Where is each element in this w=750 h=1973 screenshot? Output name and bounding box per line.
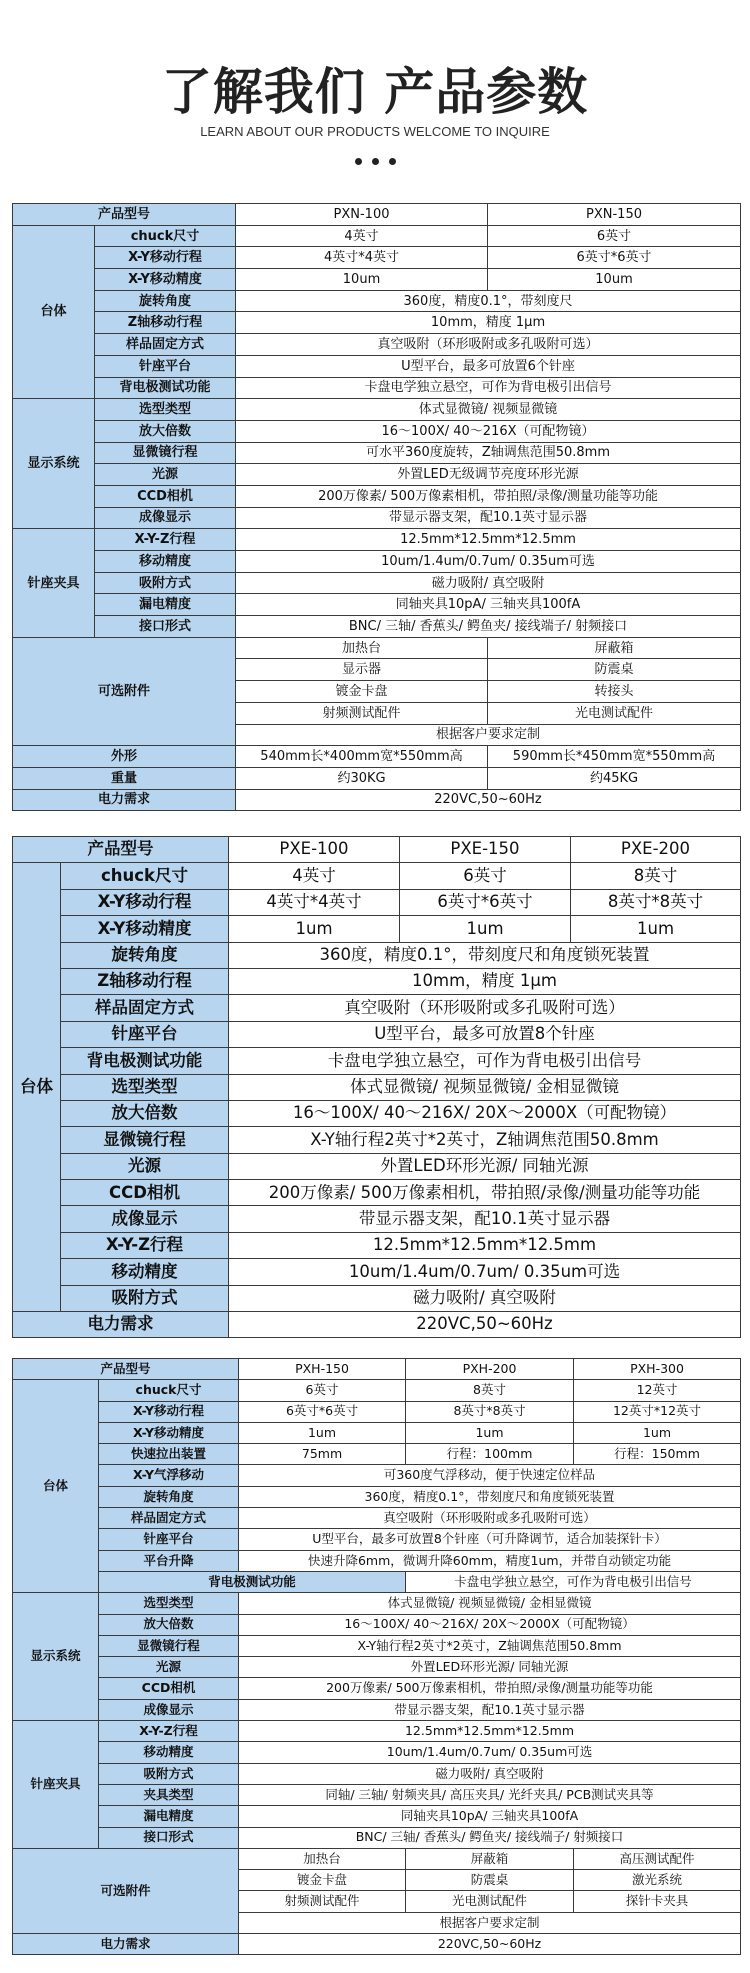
- option-item: 镀金卡盘: [236, 681, 488, 703]
- spec-value: 快速升降6mm，微调升降60mm，精度1um，并带自动锁定功能: [239, 1550, 741, 1571]
- spec-value: 16～100X/ 40～216X（可配物镜）: [236, 420, 741, 442]
- spec-label: 背电极测试功能: [61, 1048, 229, 1074]
- spec-value: 卡盘电学独立悬空，可作为背电极引出信号: [229, 1048, 741, 1074]
- spec-label: 旋转角度: [95, 290, 236, 312]
- spec-value: 带显示器支架，配10.1英寸显示器: [229, 1206, 741, 1232]
- option-item: 防震桌: [406, 1870, 574, 1891]
- spec-label: X-Y移动行程: [99, 1401, 239, 1422]
- option-item: 光电测试配件: [488, 702, 741, 724]
- model-label: 产品型号: [13, 1359, 239, 1380]
- table-row: [13, 529, 741, 551]
- option-item: 加热台: [236, 637, 488, 659]
- table-row: [13, 1593, 741, 1614]
- spec-label: 光源: [99, 1657, 239, 1678]
- table-row: [13, 942, 741, 968]
- option-item: 屏蔽箱: [488, 637, 741, 659]
- spec-value: 磁力吸附/ 真空吸附: [239, 1763, 741, 1784]
- spec-value: 体式显微镜/ 视频显微镜/ 金相显微镜: [239, 1593, 741, 1614]
- model-name: PXE-100: [229, 837, 400, 863]
- spec-label: 电力需求: [13, 1934, 239, 1955]
- table-row: [13, 442, 741, 464]
- spec-value: 4英寸: [236, 225, 488, 247]
- table-row: [13, 1048, 741, 1074]
- spec-value: 360度，精度0.1°，带刻度尺和角度锁死装置: [229, 942, 741, 968]
- spec-value: 12英寸: [574, 1380, 741, 1401]
- spec-value: 体式显微镜/ 视频显微镜/ 金相显微镜: [229, 1074, 741, 1100]
- spec-value: 外置LED环形光源/ 同轴光源: [229, 1153, 741, 1179]
- table-row: [13, 1508, 741, 1529]
- spec-label: 成像显示: [61, 1206, 229, 1232]
- option-item: 防震桌: [488, 659, 741, 681]
- table-row: [13, 789, 741, 811]
- table-row: [13, 1699, 741, 1720]
- spec-value: 220VC,50~60Hz: [229, 1312, 741, 1338]
- table-row: [13, 355, 741, 377]
- spec-label: 针座平台: [99, 1529, 239, 1550]
- table-row: [13, 1359, 741, 1380]
- table-row: [13, 1380, 741, 1401]
- table-row: [13, 1571, 741, 1592]
- spec-value: 带显示器支架，配10.1英寸显示器: [236, 507, 741, 529]
- category-stage: 台体: [13, 863, 61, 1312]
- table-row: [13, 1657, 741, 1678]
- category-probe: 针座夹具: [13, 1721, 99, 1849]
- spec-value: 200万像素/ 500万像素相机，带拍照/录像/测量功能等功能: [239, 1678, 741, 1699]
- table-row: [13, 399, 741, 421]
- spec-value: 6英寸: [239, 1380, 406, 1401]
- dot-icon: [372, 158, 379, 165]
- table-row: [13, 1806, 741, 1827]
- spec-value: 4英寸*4英寸: [236, 247, 488, 269]
- table-row: [13, 1180, 741, 1206]
- table-row: [13, 377, 741, 399]
- model-name: PXH-200: [406, 1359, 574, 1380]
- spec-value: 体式显微镜/ 视频显微镜: [236, 399, 741, 421]
- spec-value: 磁力吸附/ 真空吸附: [229, 1285, 741, 1311]
- spec-value: 4英寸: [229, 863, 400, 889]
- spec-label: 样品固定方式: [61, 995, 229, 1021]
- dots-divider: [0, 150, 750, 169]
- spec-value: 同轴/ 三轴/ 射频夹具/ 高压夹具/ 光纤夹具/ PCB测试夹具等: [239, 1784, 741, 1805]
- table-row: [13, 837, 741, 863]
- spec-value: 磁力吸附/ 真空吸附: [236, 572, 741, 594]
- spec-value: 12.5mm*12.5mm*12.5mm: [239, 1721, 741, 1742]
- option-custom: 根据客户要求定制: [236, 724, 741, 746]
- spec-value: 约30KG: [236, 767, 488, 789]
- model-name: PXE-200: [571, 837, 741, 863]
- table-row: [13, 334, 741, 356]
- spec-value: BNC/ 三轴/ 香蕉头/ 鳄鱼夹/ 接线端子/ 射频接口: [239, 1827, 741, 1848]
- spec-label: 光源: [61, 1153, 229, 1179]
- table-row: [13, 1422, 741, 1443]
- spec-label: 选型类型: [61, 1074, 229, 1100]
- table-row: [13, 1614, 741, 1635]
- table-row: [13, 1465, 741, 1486]
- spec-table-pxn: [12, 203, 741, 811]
- table-row: [13, 485, 741, 507]
- table-row: [13, 767, 741, 789]
- dot-icon: [389, 158, 396, 165]
- table-row: [13, 1021, 741, 1047]
- option-item: 探针卡夹具: [574, 1891, 741, 1912]
- spec-label: 放大倍数: [61, 1100, 229, 1126]
- spec-label: 旋转角度: [99, 1486, 239, 1507]
- spec-value: 75mm: [239, 1444, 406, 1465]
- spec-label: X-Y-Z行程: [99, 1721, 239, 1742]
- category-stage: 台体: [13, 225, 95, 399]
- option-item: 射频测试配件: [236, 702, 488, 724]
- table-row: [13, 1742, 741, 1763]
- spec-label: 显微镜行程: [99, 1635, 239, 1656]
- option-item: 加热台: [239, 1848, 406, 1869]
- spec-label: 成像显示: [99, 1699, 239, 1720]
- spec-label: 光源: [95, 464, 236, 486]
- spec-value: 6英寸: [488, 225, 741, 247]
- spec-value: 6英寸*6英寸: [400, 889, 571, 915]
- table-row: [13, 507, 741, 529]
- page-header: [0, 0, 750, 200]
- option-item: 显示器: [236, 659, 488, 681]
- table-row: [13, 1763, 741, 1784]
- spec-value: 真空吸附（环形吸附或多孔吸附可选）: [239, 1508, 741, 1529]
- spec-value: 10um/1.4um/0.7um/ 0.35um可选: [239, 1742, 741, 1763]
- spec-value: 1um: [571, 916, 741, 942]
- category-stage: 台体: [13, 1380, 99, 1593]
- spec-label: X-Y-Z行程: [95, 529, 236, 551]
- table-row: [13, 1100, 741, 1126]
- spec-value: 卡盘电学独立悬空，可作为背电极引出信号: [236, 377, 741, 399]
- spec-label: 接口形式: [95, 616, 236, 638]
- model-name: PXH-150: [239, 1359, 406, 1380]
- spec-value: 360度，精度0.1°，带刻度尺和角度锁死装置: [239, 1486, 741, 1507]
- spec-label: 接口形式: [99, 1827, 239, 1848]
- spec-value: 1um: [400, 916, 571, 942]
- model-label: 产品型号: [13, 837, 229, 863]
- spec-label: 漏电精度: [99, 1806, 239, 1827]
- option-item: 激光系统: [574, 1870, 741, 1891]
- model-name: PXH-300: [574, 1359, 741, 1380]
- spec-label: 吸附方式: [99, 1763, 239, 1784]
- model-label: 产品型号: [13, 204, 236, 226]
- spec-value: 约45KG: [488, 767, 741, 789]
- spec-label: 外形: [13, 746, 236, 768]
- spec-label: Z轴移动行程: [95, 312, 236, 334]
- table-row: [13, 1934, 741, 1955]
- spec-value: 同轴夹具10pA/ 三轴夹具100fA: [239, 1806, 741, 1827]
- spec-value: 220VC,50~60Hz: [239, 1934, 741, 1955]
- table-row: [13, 1285, 741, 1311]
- spec-label: X-Y移动精度: [61, 916, 229, 942]
- table-row: [13, 968, 741, 994]
- page-subtitle: LEARN ABOUT OUR PRODUCTS WELCOME TO INQUIRE: [200, 124, 550, 139]
- spec-label: X-Y-Z行程: [61, 1232, 229, 1258]
- spec-value: 真空吸附（环形吸附或多孔吸附可选）: [229, 995, 741, 1021]
- spec-value: U型平台，最多可放置8个针座（可升降调节，适合加装探针卡）: [239, 1529, 741, 1550]
- spec-value: 10um: [236, 269, 488, 291]
- table-row: [13, 1721, 741, 1742]
- category-display: 显示系统: [13, 399, 95, 529]
- option-item: 屏蔽箱: [406, 1848, 574, 1869]
- spec-label: 针座平台: [61, 1021, 229, 1047]
- spec-value: 1um: [574, 1422, 741, 1443]
- table-row: [13, 1153, 741, 1179]
- spec-value: 10mm，精度 1μm: [236, 312, 741, 334]
- spec-value: 4英寸*4英寸: [229, 889, 400, 915]
- spec-label: 移动精度: [61, 1259, 229, 1285]
- spec-label: X-Y移动精度: [95, 269, 236, 291]
- model-name: PXE-150: [400, 837, 571, 863]
- spec-label: 电力需求: [13, 789, 236, 811]
- spec-label: 旋转角度: [61, 942, 229, 968]
- spec-label: chuck尺寸: [99, 1380, 239, 1401]
- option-item: 射频测试配件: [239, 1891, 406, 1912]
- spec-value: 行程：150mm: [574, 1444, 741, 1465]
- table-row: [13, 1127, 741, 1153]
- table-row: [13, 1827, 741, 1848]
- spec-table-pxh: [12, 1358, 741, 1955]
- model-name: PXN-100: [236, 204, 488, 226]
- table-row: [13, 572, 741, 594]
- table-row: [13, 889, 741, 915]
- spec-value: 可360度气浮移动，便于快速定位样品: [239, 1465, 741, 1486]
- spec-value: 590mm长*450mm宽*550mm高: [488, 746, 741, 768]
- spec-label: 显微镜行程: [61, 1127, 229, 1153]
- spec-label: CCD相机: [95, 485, 236, 507]
- spec-value: 可水平360度旋转，Z轴调焦范围50.8mm: [236, 442, 741, 464]
- spec-label: 移动精度: [95, 551, 236, 573]
- spec-label: X-Y移动行程: [61, 889, 229, 915]
- spec-value: 6英寸*6英寸: [239, 1401, 406, 1422]
- spec-value: 1um: [406, 1422, 574, 1443]
- spec-label: 样品固定方式: [99, 1508, 239, 1529]
- spec-label: 样品固定方式: [95, 334, 236, 356]
- table-row: [13, 1401, 741, 1422]
- option-item: 光电测试配件: [406, 1891, 574, 1912]
- category-optional: 可选附件: [13, 637, 236, 745]
- spec-value: 8英寸*8英寸: [571, 889, 741, 915]
- spec-label: 放大倍数: [95, 420, 236, 442]
- dot-icon: [355, 158, 362, 165]
- spec-label: 背电极测试功能: [95, 377, 236, 399]
- spec-value: 行程：100mm: [406, 1444, 574, 1465]
- spec-value: 10mm，精度 1μm: [229, 968, 741, 994]
- spec-value: 10um: [488, 269, 741, 291]
- table-row: [13, 290, 741, 312]
- spec-label: 选型类型: [99, 1593, 239, 1614]
- table-row: [13, 204, 741, 226]
- spec-value: 220VC,50~60Hz: [236, 789, 741, 811]
- spec-label: 漏电精度: [95, 594, 236, 616]
- spec-value: 360度，精度0.1°，带刻度尺: [236, 290, 741, 312]
- option-custom: 根据客户要求定制: [239, 1912, 741, 1933]
- spec-value: BNC/ 三轴/ 香蕉头/ 鳄鱼夹/ 接线端子/ 射频接口: [236, 616, 741, 638]
- table-row: [13, 225, 741, 247]
- table-row: [13, 247, 741, 269]
- page-title: 了解我们 产品参数: [161, 63, 589, 121]
- table-row: [13, 1444, 741, 1465]
- spec-label: 吸附方式: [61, 1285, 229, 1311]
- spec-value: 12.5mm*12.5mm*12.5mm: [236, 529, 741, 551]
- spec-value: X-Y轴行程2英寸*2英寸，Z轴调焦范围50.8mm: [239, 1635, 741, 1656]
- spec-label: X-Y气浮移动: [99, 1465, 239, 1486]
- spec-value: 外置LED无级调节亮度环形光源: [236, 464, 741, 486]
- option-item: 高压测试配件: [574, 1848, 741, 1869]
- spec-value: 同轴夹具10pA/ 三轴夹具100fA: [236, 594, 741, 616]
- spec-label: 移动精度: [99, 1742, 239, 1763]
- spec-value: 200万像素/ 500万像素相机，带拍照/录像/测量功能等功能: [229, 1180, 741, 1206]
- spec-value: 带显示器支架，配10.1英寸显示器: [239, 1699, 741, 1720]
- table-row: [13, 995, 741, 1021]
- spec-label: CCD相机: [99, 1678, 239, 1699]
- table-row: [13, 1232, 741, 1258]
- table-row: [13, 464, 741, 486]
- table-row: [13, 312, 741, 334]
- table-row: [13, 1784, 741, 1805]
- table-row: [13, 1678, 741, 1699]
- category-display: 显示系统: [13, 1593, 99, 1721]
- table-row: [13, 269, 741, 291]
- spec-label: 快速拉出装置: [99, 1444, 239, 1465]
- spec-value: 12英寸*12英寸: [574, 1401, 741, 1422]
- table-row: [13, 916, 741, 942]
- table-row: [13, 616, 741, 638]
- spec-label: 显微镜行程: [95, 442, 236, 464]
- spec-value: 6英寸*6英寸: [488, 247, 741, 269]
- table-row: [13, 637, 741, 659]
- table-row: [13, 420, 741, 442]
- spec-table-pxe: [12, 836, 741, 1338]
- spec-label: 夹具类型: [99, 1784, 239, 1805]
- spec-value: 真空吸附（环形吸附或多孔吸附可选）: [236, 334, 741, 356]
- spec-label: 针座平台: [95, 355, 236, 377]
- spec-label: X-Y移动行程: [95, 247, 236, 269]
- option-item: 镀金卡盘: [239, 1870, 406, 1891]
- table-row: [13, 551, 741, 573]
- spec-label: Z轴移动行程: [61, 968, 229, 994]
- spec-label: 选型类型: [95, 399, 236, 421]
- spec-label: 背电极测试功能: [99, 1571, 406, 1592]
- spec-label: X-Y移动精度: [99, 1422, 239, 1443]
- spec-label: 成像显示: [95, 507, 236, 529]
- spec-value: U型平台，最多可放置8个针座: [229, 1021, 741, 1047]
- spec-value: 12.5mm*12.5mm*12.5mm: [229, 1232, 741, 1258]
- spec-value: 卡盘电学独立悬空，可作为背电极引出信号: [406, 1571, 741, 1592]
- spec-label: CCD相机: [61, 1180, 229, 1206]
- spec-value: 8英寸: [571, 863, 741, 889]
- table-row: [13, 1206, 741, 1232]
- spec-label: 平台升降: [99, 1550, 239, 1571]
- spec-label: chuck尺寸: [95, 225, 236, 247]
- table-row: [13, 1848, 741, 1869]
- spec-label: 电力需求: [13, 1312, 229, 1338]
- model-name: PXN-150: [488, 204, 741, 226]
- table-row: [13, 746, 741, 768]
- table-row: [13, 1074, 741, 1100]
- table-row: [13, 1635, 741, 1656]
- spec-value: 6英寸: [400, 863, 571, 889]
- spec-value: 1um: [229, 916, 400, 942]
- table-row: [13, 1529, 741, 1550]
- table-row: [13, 594, 741, 616]
- spec-label: chuck尺寸: [61, 863, 229, 889]
- table-row: [13, 1312, 741, 1338]
- spec-label: 重量: [13, 767, 236, 789]
- table-row: [13, 1550, 741, 1571]
- spec-value: 16～100X/ 40～216X/ 20X～2000X（可配物镜）: [229, 1100, 741, 1126]
- spec-value: 8英寸: [406, 1380, 574, 1401]
- spec-value: 540mm长*400mm宽*550mm高: [236, 746, 488, 768]
- table-row: [13, 1259, 741, 1285]
- spec-label: 放大倍数: [99, 1614, 239, 1635]
- spec-value: 8英寸*8英寸: [406, 1401, 574, 1422]
- table-row: [13, 863, 741, 889]
- spec-value: 1um: [239, 1422, 406, 1443]
- spec-value: 10um/1.4um/0.7um/ 0.35um可选: [229, 1259, 741, 1285]
- spec-value: X-Y轴行程2英寸*2英寸，Z轴调焦范围50.8mm: [229, 1127, 741, 1153]
- category-optional: 可选附件: [13, 1848, 239, 1933]
- spec-value: U型平台，最多可放置6个针座: [236, 355, 741, 377]
- table-row: [13, 1486, 741, 1507]
- spec-value: 16～100X/ 40～216X/ 20X～2000X（可配物镜）: [239, 1614, 741, 1635]
- spec-label: 吸附方式: [95, 572, 236, 594]
- category-probe: 针座夹具: [13, 529, 95, 637]
- option-item: 转接头: [488, 681, 741, 703]
- spec-value: 10um/1.4um/0.7um/ 0.35um可选: [236, 551, 741, 573]
- spec-value: 外置LED环形光源/ 同轴光源: [239, 1657, 741, 1678]
- spec-value: 200万像素/ 500万像素相机，带拍照/录像/测量功能等功能: [236, 485, 741, 507]
